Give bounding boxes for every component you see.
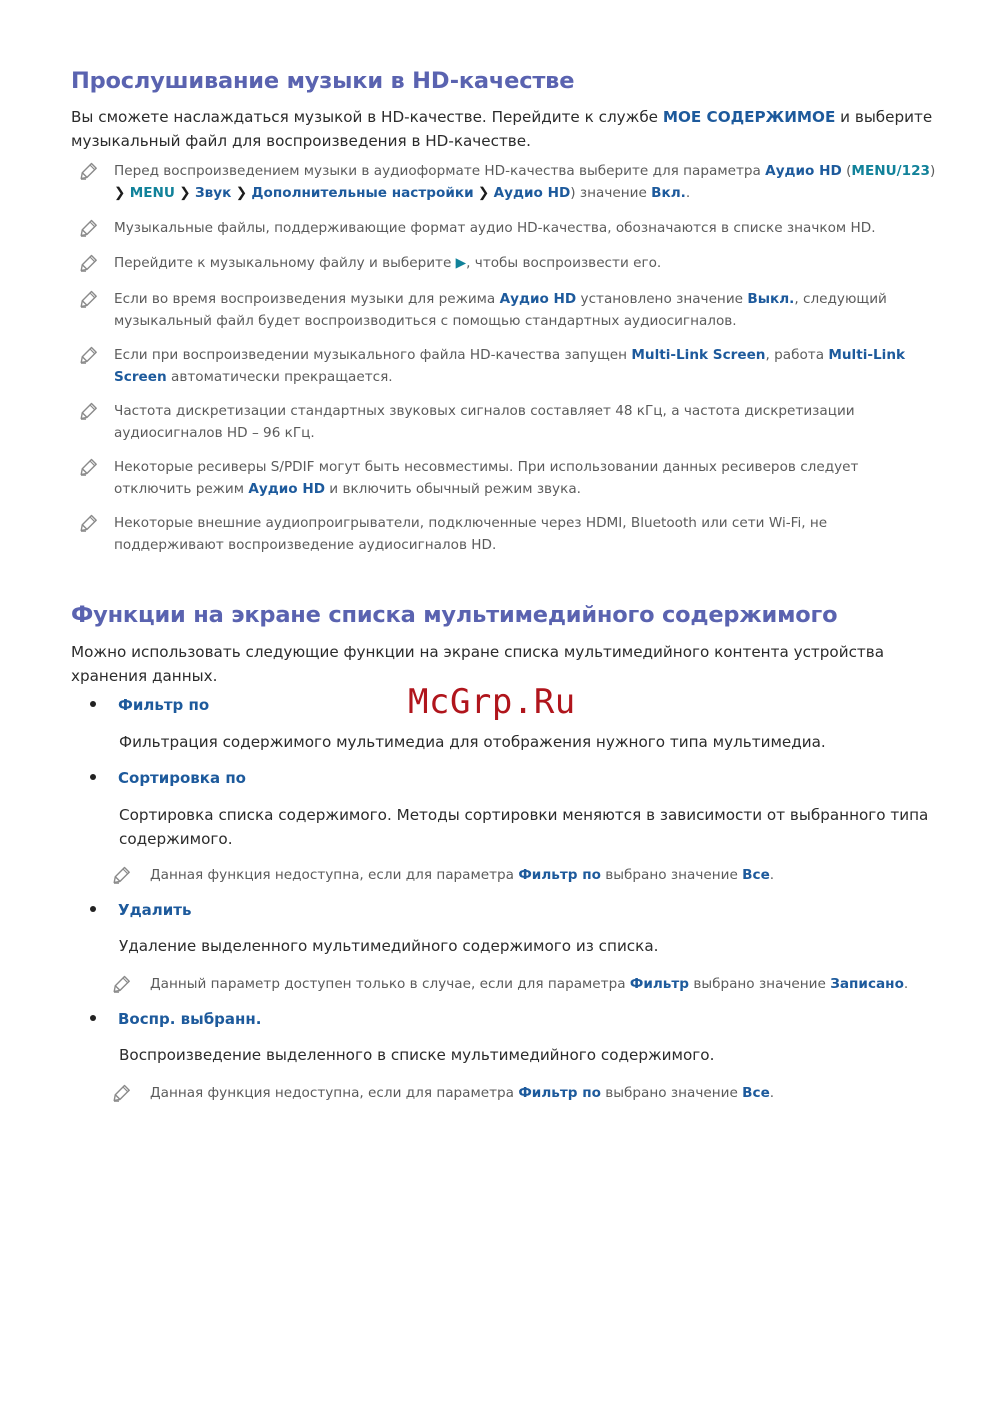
section-intro-media-list: Можно использовать следующие функции на экране списка мультимедийного контента устройства хранения данных. [71, 643, 885, 685]
play-icon: ▶ [455, 255, 467, 271]
note-audio-hd-off: Если во время воспроизведения музыки для режима Аудио HD установлено значение Выкл., следующий музыкальный файл будет воспроизводиться с помощью стандартных аудиосигналов. [80, 289, 940, 332]
pencil-icon [80, 514, 98, 532]
pencil-icon [80, 290, 98, 308]
note-audio-hd-setting: Перед воспроизведением музыки в аудиоформате HD-качества выберите для параметра Аудио HD (MENU/123) ❯ MENU ❯ Звук ❯ Дополнительные настройки ❯ Аудио HD) значение Вкл.. [80, 161, 940, 204]
item-desc-sort: Сортировка списка содержимого. Методы сортировки меняются в зависимости от выбранного типа содержимого. [119, 806, 929, 848]
chevron-right-icon: ❯ [114, 184, 126, 201]
note-external-players: Некоторые внешние аудиопроигрыватели, подключенные через HDMI, Bluetooth или сети Wi-Fi, не поддерживают воспроизведение аудиосигналов HD. [80, 513, 940, 556]
section-title-hd-music: Прослушивание музыки в HD-качестве [71, 68, 575, 94]
pencil-icon [80, 219, 98, 237]
bullet-dot [90, 1015, 96, 1021]
pencil-icon [80, 458, 98, 476]
pencil-icon [80, 402, 98, 420]
bullet-dot [90, 774, 96, 780]
pencil-icon [80, 346, 98, 364]
chevron-right-icon: ❯ [235, 184, 248, 201]
note-spdif: Некоторые ресиверы S/PDIF могут быть несовместимы. При использовании данных ресиверов следует отключить режим Аудио HD и включить обычный режим звука. [80, 457, 940, 500]
note-play: Перейдите к музыкальному файлу и выберите ▶, чтобы воспроизвести его. [80, 253, 940, 275]
bullet-dot [90, 701, 96, 707]
pencil-icon [80, 162, 98, 180]
section-title-media-list-functions: Функции на экране списка мультимедийного содержимого [71, 602, 838, 628]
note-play-selected-unavailable: Данная функция недоступна, если для параметра Фильтр по выбрано значение Все. [113, 1083, 943, 1105]
watermark: McGrp.Ru [408, 682, 576, 722]
pencil-icon [113, 975, 131, 993]
item-desc-delete: Удаление выделенного мультимедийного содержимого из списка. [119, 937, 659, 955]
pencil-icon [80, 254, 98, 272]
list-item-sort: Сортировка по [90, 769, 246, 787]
note-delete-recorded: Данный параметр доступен только в случае, если для параметра Фильтр выбрано значение Записано. [113, 974, 943, 996]
note-sort-unavailable: Данная функция недоступна, если для параметра Фильтр по выбрано значение Все. [113, 865, 943, 887]
note-multi-link: Если при воспроизведении музыкального файла HD-качества запущен Multi-Link Screen, работа Multi-Link Screen автоматически прекращается. [80, 345, 940, 388]
item-desc-play-selected: Воспроизведение выделенного в списке мультимедийного содержимого. [119, 1046, 715, 1064]
section-intro-hd-music: Вы сможете наслаждаться музыкой в HD-качестве. Перейдите к службе МОЕ СОДЕРЖИМОЕ и выберите музыкальный файл для воспроизведения в HD-качестве. [71, 108, 933, 150]
bullet-dot [90, 906, 96, 912]
pencil-icon [113, 866, 131, 884]
list-item-delete: Удалить [90, 901, 191, 919]
item-desc-filter: Фильтрация содержимого мультимедиа для отображения нужного типа мультимедиа. [119, 733, 826, 751]
list-item-filter: Фильтр по [90, 696, 209, 714]
list-item-play-selected: Воспр. выбранн. [90, 1010, 261, 1028]
chevron-right-icon: ❯ [477, 184, 490, 201]
note-sample-rate: Частота дискретизации стандартных звуковых сигналов составляет 48 кГц, а частота дискретизации аудиосигналов HD – 96 кГц. [80, 401, 940, 444]
pencil-icon [113, 1084, 131, 1102]
my-content-link: МОЕ СОДЕРЖИМОЕ [662, 108, 836, 126]
note-hd-icon: Музыкальные файлы, поддерживающие формат аудио HD-качества, обозначаются в списке значком HD. [80, 218, 940, 240]
chevron-right-icon: ❯ [179, 184, 191, 201]
